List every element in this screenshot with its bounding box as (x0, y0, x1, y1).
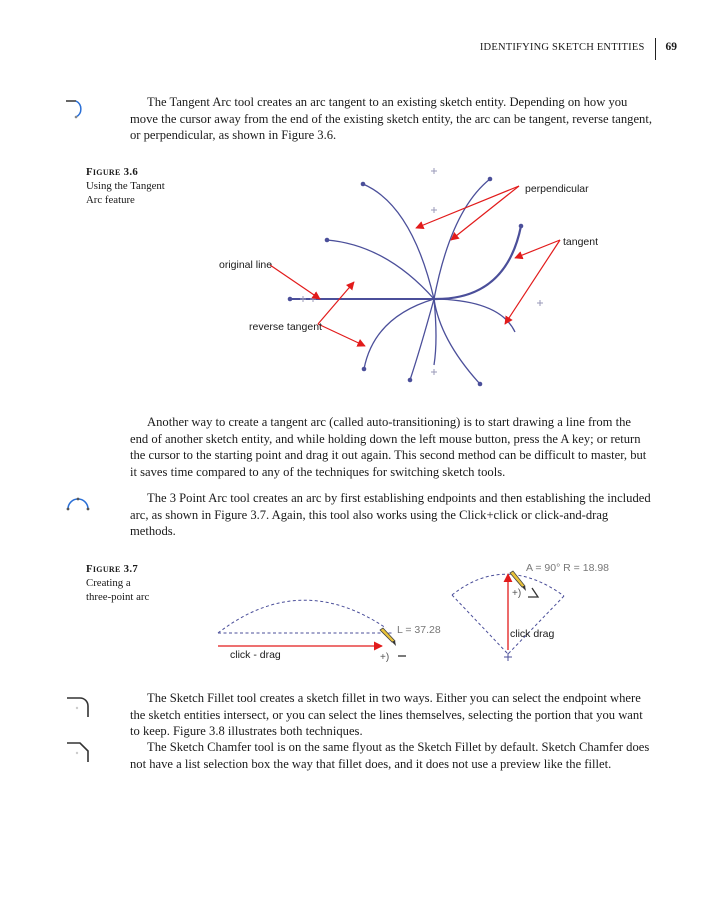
center-mark (431, 207, 437, 213)
header-divider (655, 38, 656, 60)
endpoint (288, 297, 293, 302)
figure-3-6-caption-line1: Using the Tangent (86, 180, 165, 192)
callout-arrow-reverse-tangent-2 (318, 324, 365, 346)
vertical-through-center (434, 299, 436, 365)
center-cross (504, 653, 512, 661)
endpoint (519, 224, 524, 229)
callout-click-drag-right: click drag (510, 628, 555, 640)
three-point-arc-preview (218, 600, 386, 633)
center-mark (431, 369, 437, 375)
endpoint (408, 378, 413, 383)
arc-tangent (434, 226, 521, 299)
callout-arrow-perpendicular-1 (416, 186, 519, 228)
sketch-chamfer-icon (64, 738, 92, 764)
center-mark (431, 168, 437, 174)
paragraph-sketch-chamfer: The Sketch Chamfer tool is on the same flyout as the Sketch Fillet by default. Sketch Chamfer does not have a list selection box the way that fillet does, and it does not use a preview like the fillet. (130, 740, 650, 771)
center-mark (300, 296, 316, 302)
paragraph-tangent-arc: The Tangent Arc tool creates an arc tangent to an existing sketch entity. Depending on how you move the cursor away from the end of the existing sketch entity, the arc can be tangent, reverse tangent, or perpendicular, as shown in Figure 3.6. (130, 95, 652, 142)
callout-click-drag-left: click - drag (230, 649, 281, 661)
figure-3-6-caption (86, 165, 165, 207)
sector-right-radius (508, 596, 564, 654)
section-title: IDENTIFYING SKETCH ENTITIES (479, 42, 645, 53)
arc-reverse-lower-left (364, 299, 434, 369)
figure-3-6-label: Figure 3.6 (86, 166, 139, 178)
endpoint (362, 367, 367, 372)
paragraph-three-point-arc: The 3 Point Arc tool creates an arc by first establishing endpoints and then establishing the included arc, as shown in Figure 3.7. Again, this tool also works using the Click+click or click-and-drag methods. (130, 491, 651, 538)
paragraph-sketch-fillet: The Sketch Fillet tool creates a sketch fillet in two ways. Either you can select the endpoint where the sketch entities intersect, or you can select the lines themselves, selecting the portion that you want to keep. Figure 3.8 illustrates both techniques. (130, 691, 643, 738)
endpoint (361, 182, 366, 187)
callout-arrow-original-line (270, 265, 320, 299)
figure-3-7-caption-line2: three-point arc (86, 591, 150, 603)
three-point-arc-icon (64, 494, 92, 514)
arc-lower-left-small (410, 299, 434, 380)
callout-arrow-reverse-tangent-1 (318, 282, 354, 324)
arc-perpendicular-upper-right (434, 179, 490, 299)
arc-lower-right-large (434, 299, 515, 332)
page-number: 69 (665, 41, 677, 53)
callout-perpendicular: perpendicular (525, 183, 589, 195)
running-header (480, 38, 677, 60)
center-mark (537, 300, 543, 306)
callout-original-line: original line (219, 259, 273, 271)
callout-arrow-tangent-2 (505, 240, 560, 324)
arc-perpendicular-upper-left (363, 184, 434, 299)
cursor-arc-glyph: +) (380, 652, 390, 663)
arc-lower-right (434, 299, 480, 384)
endpoint (325, 238, 330, 243)
arc-sector-top (452, 574, 564, 596)
sketch-fillet-icon (64, 693, 92, 719)
callout-arrow-perpendicular-2 (451, 186, 519, 240)
cursor-angle-glyph (528, 588, 538, 597)
figure-3-7-label: Figure 3.7 (86, 563, 139, 575)
callout-arrow-tangent-1 (515, 240, 560, 258)
arc-upper-left-small (327, 240, 434, 299)
figure-3-6-caption-line2: Arc feature (86, 194, 135, 206)
figure-3-7-caption-line1: Creating a (86, 577, 131, 589)
figure-3-7-caption (86, 562, 149, 604)
callout-reverse-tangent: reverse tangent (249, 321, 322, 333)
tangent-arc-icon (64, 96, 92, 122)
length-readout: L = 37.28 (397, 624, 441, 636)
endpoint (488, 177, 493, 182)
angle-radius-readout: A = 90° R = 18.98 (526, 562, 610, 574)
callout-tangent: tangent (563, 236, 599, 248)
pencil-cursor-icon (380, 571, 526, 646)
paragraph-auto-transition: Another way to create a tangent arc (called auto-transitioning) is to start drawing a line from the end of another sketch entity, and while holding down the left mouse button, press the A key; or return the cursor to the starting point and drag it out again. This second method can be difficult to master, but it saves time compared to any of the techniques for switching sketch tools. (130, 415, 647, 479)
sector-left-radius (452, 595, 508, 654)
endpoint (478, 382, 483, 387)
cursor-arc-glyph: +) (512, 588, 522, 599)
